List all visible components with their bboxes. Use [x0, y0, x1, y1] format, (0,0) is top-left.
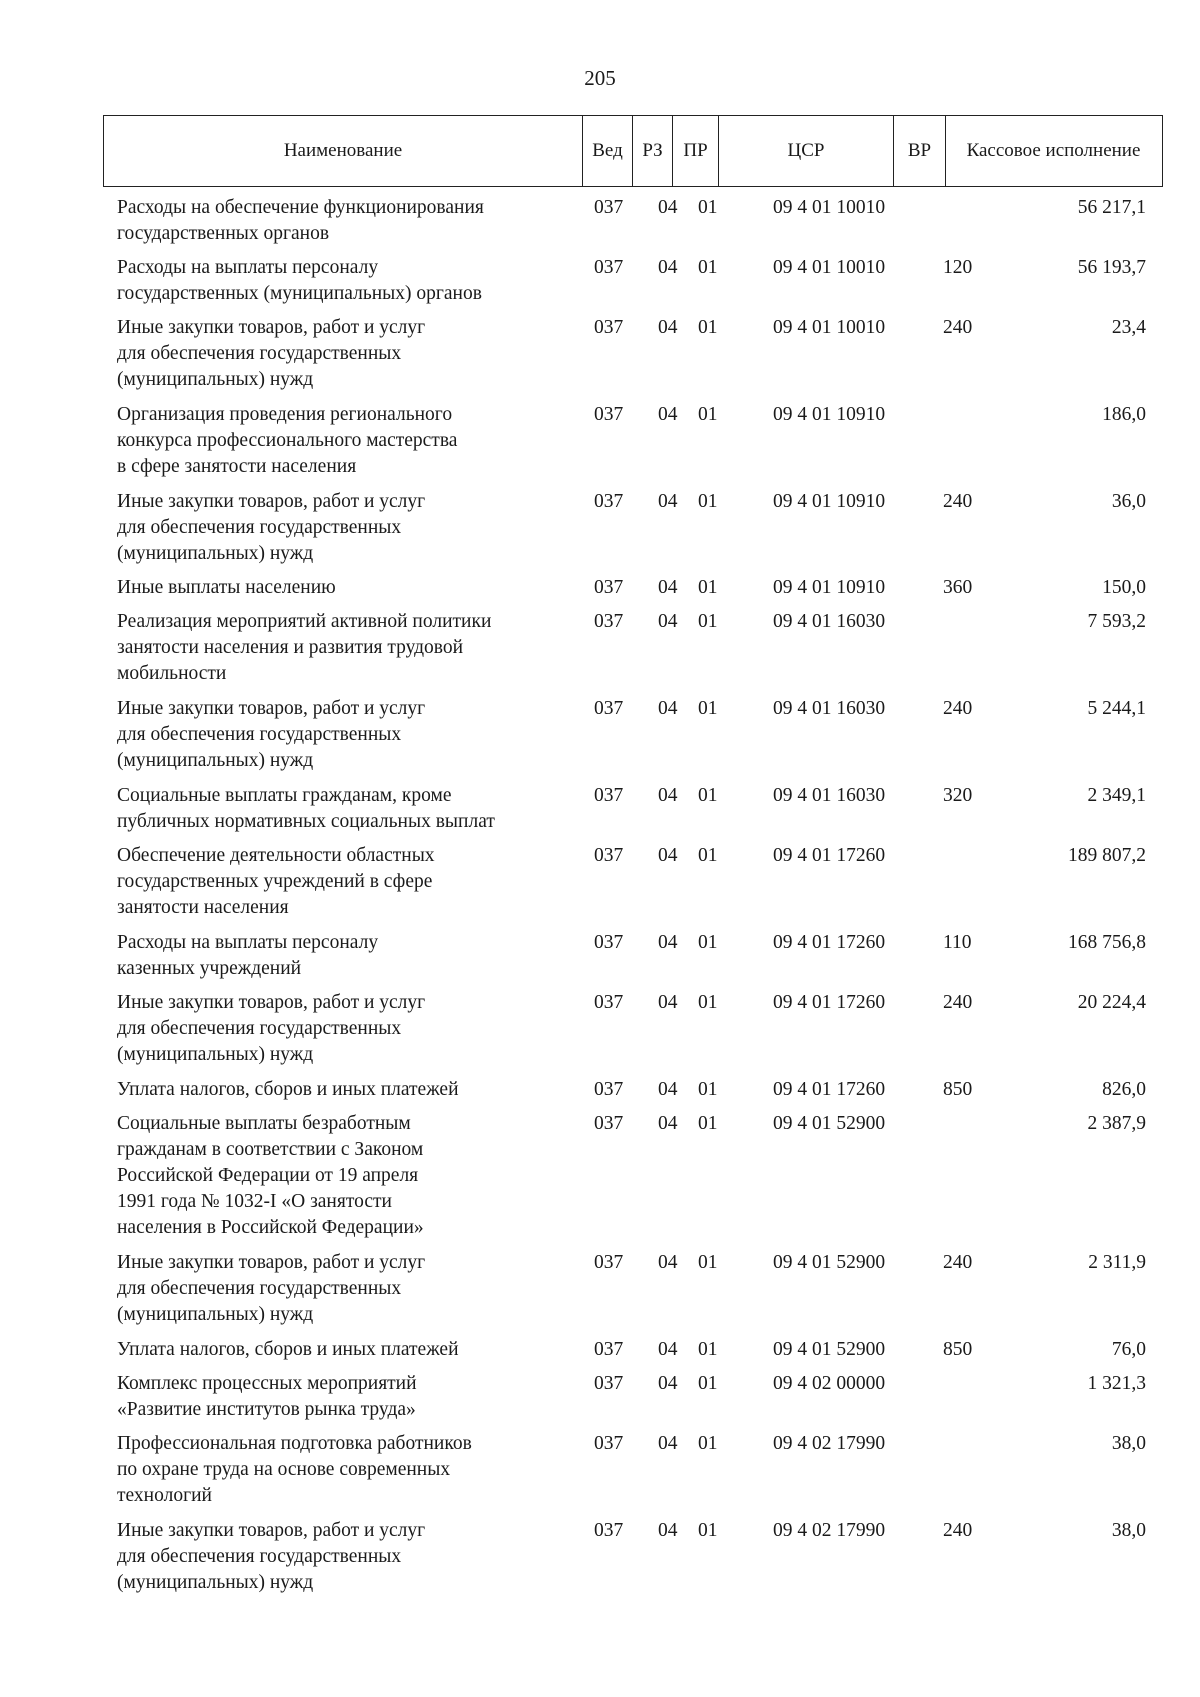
row-ved: 037	[594, 1433, 624, 1454]
row-vr: 240	[943, 1520, 973, 1541]
row-pr: 01	[698, 1520, 718, 1541]
row-vr: 110	[943, 932, 972, 953]
row-pr: 01	[698, 1252, 718, 1273]
row-ved: 037	[594, 491, 624, 512]
row-amount: 826,0	[1102, 1079, 1146, 1100]
row-csr: 09 4 02 17990	[773, 1520, 886, 1541]
row-rz: 04	[658, 197, 678, 218]
row-name: Расходы на обеспечение функционирования государственных органов	[117, 197, 484, 244]
row-rz: 04	[658, 491, 678, 512]
row-ved: 037	[594, 1079, 624, 1100]
row-pr: 01	[698, 491, 718, 512]
row-csr: 09 4 01 16030	[773, 785, 886, 806]
row-name: Расходы на выплаты персоналу государственных (муниципальных) органов	[117, 257, 482, 304]
row-name: Обеспечение деятельности областных государственных учреждений в сфере занятости населения	[117, 845, 435, 918]
row-rz: 04	[658, 317, 678, 338]
row-name: Реализация мероприятий активной политики занятости населения и развития трудовой мобильности	[117, 611, 492, 684]
row-pr: 01	[698, 992, 718, 1013]
page-number: 205	[584, 66, 616, 90]
row-name: Иные закупки товаров, работ и услуг для обеспечения государственных (муниципальных) нужд	[117, 698, 426, 771]
row-rz: 04	[658, 1339, 678, 1360]
row-amount: 1 321,3	[1087, 1373, 1146, 1394]
row-name: Организация проведения регионального конкурса профессионального мастерства в сфере занятости населения	[117, 404, 458, 477]
row-rz: 04	[658, 257, 678, 278]
row-csr: 09 4 01 17260	[773, 1079, 886, 1100]
row-amount: 23,4	[1111, 317, 1146, 338]
row-pr: 01	[698, 698, 718, 719]
row-ved: 037	[594, 404, 624, 425]
row-ved: 037	[594, 317, 624, 338]
row-name: Уплата налогов, сборов и иных платежей	[117, 1079, 459, 1100]
row-csr: 09 4 01 10010	[773, 317, 886, 338]
row-ved: 037	[594, 992, 624, 1013]
row-vr: 240	[943, 491, 973, 512]
column-header-pr: ПР	[672, 116, 718, 186]
row-amount: 5 244,1	[1087, 698, 1146, 719]
row-pr: 01	[698, 1339, 718, 1360]
row-amount: 7 593,2	[1087, 611, 1146, 632]
row-pr: 01	[698, 1433, 718, 1454]
row-ved: 037	[594, 1373, 624, 1394]
row-rz: 04	[658, 1113, 678, 1134]
row-amount: 186,0	[1102, 404, 1146, 425]
row-amount: 168 756,8	[1068, 932, 1146, 953]
row-name: Комплекс процессных мероприятий «Развитие институтов рынка труда»	[117, 1373, 417, 1420]
row-amount: 56 217,1	[1077, 197, 1146, 218]
row-name: Иные закупки товаров, работ и услуг для обеспечения государственных (муниципальных) нужд	[117, 1520, 426, 1593]
row-amount: 2 349,1	[1087, 785, 1146, 806]
row-csr: 09 4 01 52900	[773, 1252, 886, 1273]
row-vr: 850	[943, 1339, 973, 1360]
row-ved: 037	[594, 785, 624, 806]
row-amount: 56 193,7	[1077, 257, 1146, 278]
row-pr: 01	[698, 1373, 718, 1394]
row-vr: 240	[943, 1252, 973, 1273]
row-vr: 120	[943, 257, 973, 278]
row-rz: 04	[658, 1373, 678, 1394]
row-rz: 04	[658, 404, 678, 425]
row-name: Профессиональная подготовка работников по охране труда на основе современных технологий	[117, 1433, 472, 1506]
row-ved: 037	[594, 845, 624, 866]
row-vr: 320	[943, 785, 973, 806]
row-vr: 240	[943, 698, 973, 719]
row-rz: 04	[658, 1079, 678, 1100]
row-csr: 09 4 01 52900	[773, 1113, 886, 1134]
column-header-name: Наименование	[283, 140, 403, 161]
row-rz: 04	[658, 1252, 678, 1273]
row-rz: 04	[658, 785, 678, 806]
row-csr: 09 4 01 10010	[773, 197, 886, 218]
row-ved: 037	[594, 577, 624, 598]
row-vr: 360	[943, 577, 973, 598]
row-csr: 09 4 01 16030	[773, 698, 886, 719]
row-rz: 04	[658, 698, 678, 719]
row-rz: 04	[658, 577, 678, 598]
row-name: Социальные выплаты безработным гражданам в соответствии с Законом Российской Федерации от 19 апреля 1991 года № 1032-I «О занятости населения в Российской Федерации»	[117, 1113, 424, 1238]
row-vr: 850	[943, 1079, 973, 1100]
row-pr: 01	[698, 785, 718, 806]
column-header-rz: РЗ	[632, 116, 672, 186]
row-rz: 04	[658, 845, 678, 866]
row-pr: 01	[698, 932, 718, 953]
row-csr: 09 4 01 17260	[773, 932, 886, 953]
row-pr: 01	[698, 1113, 718, 1134]
row-amount: 150,0	[1102, 577, 1146, 598]
column-header-amount: Кассовое исполнение	[945, 116, 1161, 186]
row-amount: 38,0	[1111, 1520, 1146, 1541]
row-pr: 01	[698, 257, 718, 278]
row-csr: 09 4 01 52900	[773, 1339, 886, 1360]
row-vr: 240	[943, 992, 973, 1013]
row-ved: 037	[594, 1339, 624, 1360]
column-header-ved: Вед	[582, 116, 632, 186]
row-vr: 240	[943, 317, 973, 338]
row-name: Социальные выплаты гражданам, кроме публичных нормативных социальных выплат	[117, 785, 495, 832]
row-name: Иные закупки товаров, работ и услуг для обеспечения государственных (муниципальных) нужд	[117, 992, 426, 1065]
row-pr: 01	[698, 1079, 718, 1100]
row-csr: 09 4 01 17260	[773, 992, 886, 1013]
row-csr: 09 4 01 10010	[773, 257, 886, 278]
column-header-vr: ВР	[893, 116, 945, 186]
row-pr: 01	[698, 577, 718, 598]
row-csr: 09 4 01 10910	[773, 404, 886, 425]
row-ved: 037	[594, 1520, 624, 1541]
row-name: Иные закупки товаров, работ и услуг для обеспечения государственных (муниципальных) нужд	[117, 317, 426, 390]
row-amount: 38,0	[1111, 1433, 1146, 1454]
row-csr: 09 4 02 00000	[773, 1373, 886, 1394]
row-csr: 09 4 01 16030	[773, 611, 886, 632]
row-ved: 037	[594, 932, 624, 953]
row-amount: 36,0	[1111, 491, 1146, 512]
row-name: Иные выплаты населению	[117, 577, 336, 598]
row-ved: 037	[594, 698, 624, 719]
row-amount: 76,0	[1111, 1339, 1146, 1360]
row-amount: 189 807,2	[1068, 845, 1146, 866]
row-ved: 037	[594, 197, 624, 218]
row-csr: 09 4 02 17990	[773, 1433, 886, 1454]
row-pr: 01	[698, 197, 718, 218]
column-header-csr: ЦСР	[718, 116, 893, 186]
row-name: Уплата налогов, сборов и иных платежей	[117, 1339, 459, 1360]
row-csr: 09 4 01 17260	[773, 845, 886, 866]
row-rz: 04	[658, 1433, 678, 1454]
row-pr: 01	[698, 845, 718, 866]
row-rz: 04	[658, 611, 678, 632]
row-rz: 04	[658, 992, 678, 1013]
row-ved: 037	[594, 257, 624, 278]
row-csr: 09 4 01 10910	[773, 577, 886, 598]
row-rz: 04	[658, 932, 678, 953]
row-name: Расходы на выплаты персоналу казенных учреждений	[117, 932, 379, 979]
row-csr: 09 4 01 10910	[773, 491, 886, 512]
row-pr: 01	[698, 611, 718, 632]
row-ved: 037	[594, 1113, 624, 1134]
row-pr: 01	[698, 404, 718, 425]
row-rz: 04	[658, 1520, 678, 1541]
row-amount: 2 387,9	[1087, 1113, 1146, 1134]
row-pr: 01	[698, 317, 718, 338]
row-ved: 037	[594, 1252, 624, 1273]
row-amount: 2 311,9	[1088, 1252, 1146, 1273]
row-amount: 20 224,4	[1077, 992, 1146, 1013]
row-name: Иные закупки товаров, работ и услуг для обеспечения государственных (муниципальных) нужд	[117, 491, 426, 564]
row-name: Иные закупки товаров, работ и услуг для обеспечения государственных (муниципальных) нужд	[117, 1252, 426, 1325]
row-ved: 037	[594, 611, 624, 632]
